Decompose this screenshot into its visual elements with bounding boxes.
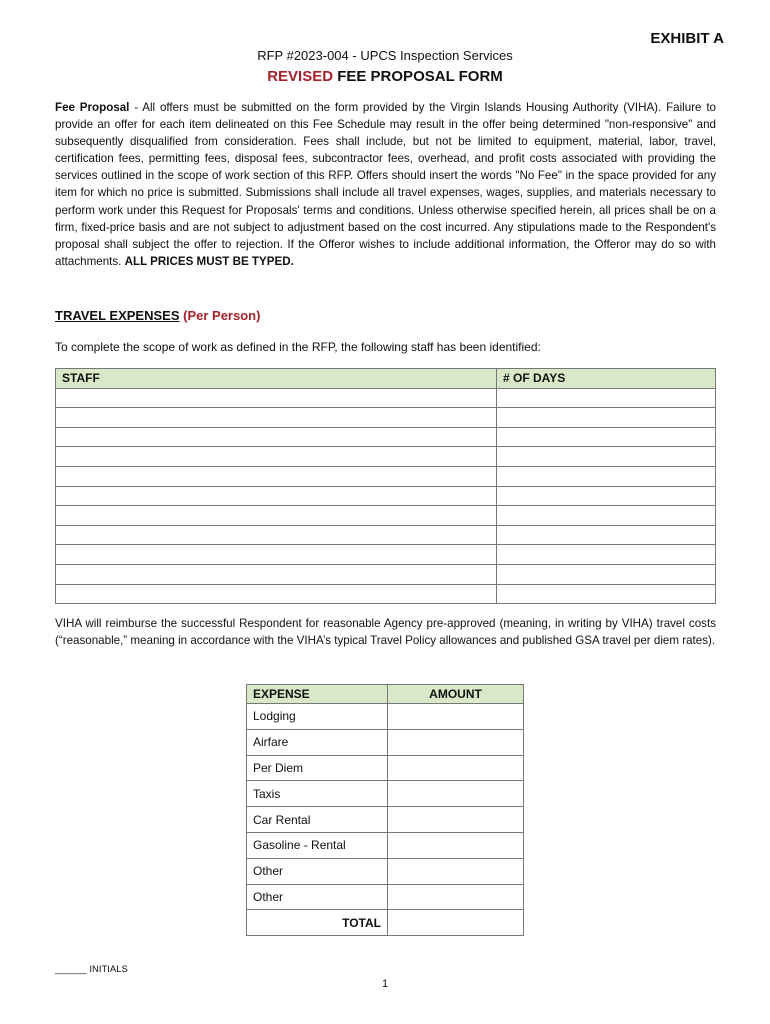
- days-cell[interactable]: [497, 486, 716, 506]
- amount-cell[interactable]: [388, 858, 524, 884]
- expense-label: Lodging: [247, 704, 388, 730]
- travel-heading-text: TRAVEL EXPENSES: [55, 308, 180, 323]
- expense-row: [247, 884, 524, 910]
- exhibit-label: EXHIBIT A: [650, 30, 724, 47]
- expense-label: Car Rental: [247, 807, 388, 833]
- reimbursement-paragraph: VIHA will reimburse the successful Respondent for reasonable Agency pre-approved (meaning, in writing by VIHA) travel costs (“reasonable,” meaning in accordance with the VIHA’s typical Travel Policy allowances and published GSA travel per diem rates).: [55, 617, 716, 648]
- amount-cell[interactable]: [388, 781, 524, 807]
- staff-cell[interactable]: [56, 564, 497, 584]
- amount-cell[interactable]: [388, 704, 524, 730]
- days-cell[interactable]: [497, 584, 716, 604]
- expense-column-header: EXPENSE: [247, 685, 388, 704]
- expense-label: Per Diem: [247, 755, 388, 781]
- staff-cell[interactable]: [56, 388, 497, 408]
- staff-cell[interactable]: [56, 506, 497, 526]
- page-number: 1: [381, 978, 389, 990]
- expense-row: [247, 858, 524, 884]
- amount-cell[interactable]: [388, 755, 524, 781]
- staff-intro: To complete the scope of work as defined in the RFP, the following staff has been identified:: [55, 340, 541, 354]
- amount-cell[interactable]: [388, 832, 524, 858]
- days-cell[interactable]: [497, 545, 716, 565]
- expense-header-row: [247, 685, 524, 704]
- expense-label: Airfare: [247, 729, 388, 755]
- total-amount-cell[interactable]: [388, 910, 524, 936]
- staff-cell[interactable]: [56, 427, 497, 447]
- staff-row: [56, 388, 716, 408]
- staff-row: [56, 545, 716, 565]
- fee-proposal-emphasis: ALL PRICES MUST BE TYPED.: [124, 254, 294, 268]
- staff-row: [56, 584, 716, 604]
- rfp-line: RFP #2023-004 - UPCS Inspection Services: [257, 48, 513, 63]
- staff-row: [56, 408, 716, 428]
- staff-header-row: [56, 369, 716, 389]
- amount-cell[interactable]: [388, 884, 524, 910]
- days-cell[interactable]: [497, 408, 716, 428]
- fee-proposal-label: Fee Proposal: [55, 101, 130, 114]
- days-cell[interactable]: [497, 466, 716, 486]
- amount-column-header: AMOUNT: [388, 685, 524, 704]
- staff-cell[interactable]: [56, 584, 497, 604]
- staff-row: [56, 564, 716, 584]
- expense-row: [247, 729, 524, 755]
- staff-column-header: STAFF: [56, 369, 497, 389]
- expense-row: [247, 704, 524, 730]
- days-cell[interactable]: [497, 506, 716, 526]
- staff-cell[interactable]: [56, 486, 497, 506]
- days-cell[interactable]: [497, 447, 716, 467]
- title-revised: REVISED: [267, 68, 334, 85]
- travel-heading-note: (Per Person): [183, 308, 261, 323]
- expense-row: [247, 755, 524, 781]
- total-row: [247, 910, 524, 936]
- staff-cell[interactable]: [56, 545, 497, 565]
- days-cell[interactable]: [497, 388, 716, 408]
- expense-label: Other: [247, 858, 388, 884]
- expense-label: Gasoline - Rental: [247, 832, 388, 858]
- expense-row: [247, 807, 524, 833]
- staff-row: [56, 506, 716, 526]
- amount-cell[interactable]: [388, 807, 524, 833]
- staff-row: [56, 466, 716, 486]
- fee-proposal-paragraph: [55, 99, 716, 270]
- days-cell[interactable]: [497, 427, 716, 447]
- staff-row: [56, 447, 716, 467]
- initials-line: ______ INITIALS: [55, 964, 128, 975]
- amount-cell[interactable]: [388, 729, 524, 755]
- staff-table: [55, 368, 716, 604]
- staff-row: [56, 486, 716, 506]
- days-cell[interactable]: [497, 564, 716, 584]
- title-rest: FEE PROPOSAL FORM: [333, 68, 503, 85]
- expense-label: Taxis: [247, 781, 388, 807]
- staff-row: [56, 525, 716, 545]
- staff-cell[interactable]: [56, 525, 497, 545]
- travel-expenses-heading: [55, 308, 260, 323]
- total-label: TOTAL: [247, 910, 388, 936]
- form-title: [0, 68, 770, 85]
- expense-row: [247, 832, 524, 858]
- staff-row: [56, 427, 716, 447]
- days-cell[interactable]: [497, 525, 716, 545]
- staff-cell[interactable]: [56, 447, 497, 467]
- expense-row: [247, 781, 524, 807]
- staff-cell[interactable]: [56, 408, 497, 428]
- expense-label: Other: [247, 884, 388, 910]
- staff-cell[interactable]: [56, 466, 497, 486]
- days-column-header: # OF DAYS: [497, 369, 716, 389]
- expense-table: [246, 684, 524, 936]
- fee-proposal-text: - All offers must be submitted on the form provided by the Virgin Islands Housing Authority (VIHA). Failure to provide an offer for each item delineated on this Fee Schedule may result in the offer being determined "non-responsive" and subsequently disqualified from consideration. Fees shall include, but not be limited to equipment, material, labor, travel, certification fees, permitting fees, disposal fees, subcontractor fees, overhead, and profit costs associated with providing the services outlined in the scope of work section of this RFP. Offers should insert the words "No Fee" in the space provided for any item for which no price is submitted. Submissions shall include all travel expenses, wages, supplies, and materials necessary to perform work under this Request for Proposals' terms and conditions. Unless otherwise specified herein, all prices shall be on a firm, fixed-price basis and are not subject to adjustment based on the cost incurred. Any stipulations made to the Respondent's proposal shall subject the offer to rejection. If the Offeror wishes to include additional information, the Offeror may do so with attachments.: [55, 101, 716, 268]
